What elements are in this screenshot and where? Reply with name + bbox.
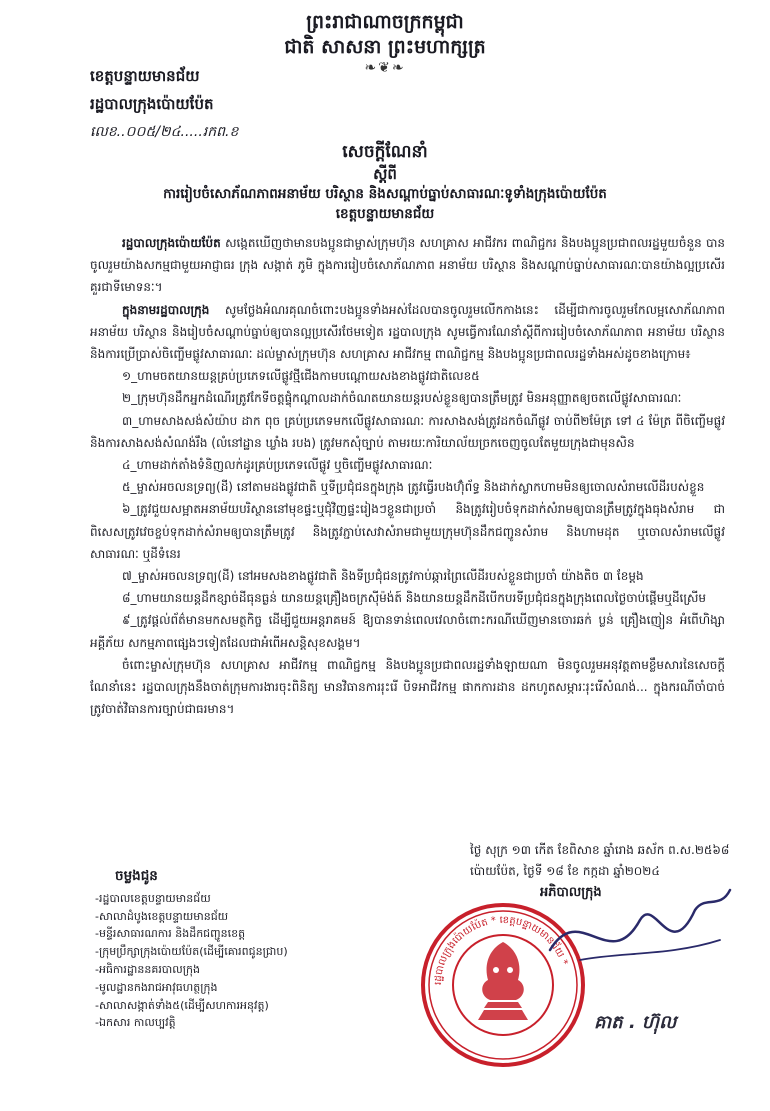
- sender-city-admin: រដ្ឋបាលក្រុងប៉ោយប៉ែត: [90, 95, 214, 113]
- reference-number: លេខ..០០៥/២៤.....រកព.ខ: [90, 124, 239, 140]
- list-item: ៣_ហាមសាងសង់សំយ៉ាប ដាក ពុច គ្រប់ប្រភេទមកលើផ្លូវសាធារណៈ ការសាងសង់ត្រូវដកចំណីផ្លូវ ចាប់ពី២ម៉ែត្រ ទៅ ៤ ម៉ែត្រ ពីចិញ្ចើមផ្លូវ និងការសាងសង់សំណង់រឹង (លំនៅដ្ឋាន ឃ្លាំង របង) ត្រូវមកសុំច្បាប់ តាមរយៈការិយាល័យច្រកចេញចូលតែមួយក្រុងជាមុនសិន: [90, 413, 725, 450]
- paragraph-instruction: [90, 299, 725, 366]
- doc-subject: ការរៀបចំសោភ័ណភាពអនាម័យ បរិស្ថាន និងសណ្តាប់ធ្នាប់សាធារណៈទូទាំងក្រុងប៉ោយប៉ែត: [163, 186, 607, 202]
- seal-text: រដ្ឋបាលក្រុងប៉ោយប៉ែត * ខេត្តបន្ទាយមានជ័យ *: [432, 914, 570, 986]
- paragraph-intro: [90, 232, 725, 299]
- solar-date: ប៉ោយប៉ែត, ថ្ងៃទី ១៨ ខែ កក្កដា ឆ្នាំ២០២៤: [470, 864, 660, 878]
- document-title-block: [0, 140, 770, 224]
- sender-block: [90, 62, 238, 146]
- doc-type: សេចក្តីណែនាំ: [342, 142, 428, 162]
- list-item: ៦_ត្រូវជួយសម្អាតអនាម័យបរិស្ថាននៅមុខផ្ទះឬជុំវិញផ្ទះរៀងៗខ្លួនជាប្រចាំ និងត្រូវរៀបចំទុកដាក់សំរាមឲ្យបានត្រឹមត្រូវក្នុងធុងសំរាម ជាពិសេសត្រូវវេចខ្ចប់ទុកដាក់សំរាមឲ្យបានត្រឹមត្រូវ និងត្រូវភ្ជាប់សេវាសំរាមជាមួយក្រុមហ៊ុនដឹកជញ្ជូនសំរាម និងហាមដុត ឬចោលសំរាមលើផ្លូវសាធារណៈ ឬដីទំនេរ: [90, 502, 725, 561]
- copy-to-block: [95, 868, 288, 1032]
- list-item: ៨_ហាមយានយន្តដឹកខ្សាច់ដីធុនធ្ងន់ យានយន្តគ្រឿងចក្រស៊ីម៉ង់ត៍ និងយានយន្តដឹកដីបើកបរទីប្រជុំជនក្នុងក្រុងពេលថ្ងៃចាប់ផ្តើមឬដីស្រើម: [122, 591, 706, 606]
- paragraph-instruction-lead: ក្នុងនាមរដ្ឋបាលក្រុង: [122, 302, 210, 317]
- copy-to-title: ចម្លងជូន: [115, 868, 158, 884]
- copy-to-item: -អធិការដ្ឋាននគរបាលក្រុង: [95, 962, 200, 976]
- list-item: ៩_ត្រូវផ្តល់ព័ត៌មានមកសមត្ថកិច្ច ដើម្បីជួយអន្តរាគមន៍ ឱ្យបានទាន់ពេលវេលាចំពោះករណីឃើញមានចោរឆក់ ប្លន់ គ្រឿងញៀន អំពើហិង្សា អគ្គីភ័យ សកម្មភាពផ្សេងៗទៀតដែលជាអំពើអសន្តិសុខសង្គម។: [90, 613, 725, 650]
- list-item: ៥_ម្ចាស់អចលនទ្រព្យ(ដី) នៅតាមដងផ្លូវជាតិ ឬទីប្រជុំជនក្នុងក្រុង ត្រូវធ្វើរបងហ៊ុំព័ទ្ធ និងដាក់ស្លាកហាមមិនឲ្យចោលសំរាមលើដីរបស់ខ្លួន: [122, 480, 705, 495]
- list-item: ៤_ហាមដាក់តាំងទំនិញលក់ដូរគ្រប់ប្រភេទលើផ្លូវ ឬចិញ្ចើមផ្លូវសាធារណៈ: [122, 458, 433, 473]
- lunar-date: ថ្ងៃ សុក្រ ១៣ កើត ខែពិសាខ ឆ្នាំរោង ឆស័ក ព.ស.២៥៦៨: [470, 843, 730, 857]
- copy-to-item: -មូលដ្ឋានកងរាជអាវុធហត្ថក្រុង: [95, 980, 218, 994]
- copy-to-item: -មន្ទីរសាធារណការ និងដឹកជញ្ជូនខេត្ត: [95, 927, 246, 941]
- paragraph-instruction-text: សូមថ្លែងអំណរគុណចំពោះបងប្អូនទាំងអស់ដែលបានចូលរួមលើកកាងនេះ ដើម្បីជាការចូលរួមកែលម្អសោភ័ណភាព អនាម័យ បរិស្ថាន និងរៀបចំសណ្តាប់ធ្នាប់ឲ្យបានល្អប្រសើរថែមទៀត រដ្ឋបាលក្រុង សូមធ្វើការណែនាំស្តីពីការរៀបចំសោភ័ណភាព អនាម័យ បរិស្ថាន និងការប្រើប្រាស់ចិញ្ចើមផ្លូវសាធារណៈ ដល់ម្ចាស់ក្រុមហ៊ុន សហគ្រាស អាជីវកម្ម ពាណិជ្ជកម្ម និងបងប្អូនប្រជាពលរដ្ឋទាំងអស់ដូចខាងក្រោម៖: [90, 302, 725, 362]
- national-motto: ជាតិ សាសនា ព្រះមហាក្សត្រ: [284, 36, 486, 58]
- signer-name: គាត . ហ៊ុល: [594, 1012, 677, 1033]
- doc-subject-location: ខេត្តបន្ទាយមានជ័យ: [335, 206, 435, 222]
- paragraph-intro-text: សង្កេតឃើញថាមានបងប្អូនជាម្ចាស់ក្រុមហ៊ុន សហគ្រាស អាជីវករ ពាណិជ្ជករ និងបងប្អូនប្រជាពលរដ្ឋមួយចំនួន បានចូលរួមយ៉ាងសកម្មជាមួយអាជ្ញាធរ ក្រុង សង្កាត់ ភូមិ ក្នុងការរៀបចំសោភ័ណភាព អនាម័យ បរិស្ថាន និងសណ្តាប់ធ្នាប់សាធារណៈបានយ៉ាងល្អប្រសើរគួរជាទីមោទនៈ។: [90, 236, 725, 295]
- signer-title: អភិបាលក្រុង: [540, 885, 602, 900]
- copy-to-item: -សាលាដំបូងខេត្តបន្ទាយមានជ័យ: [95, 909, 229, 923]
- kingdom-title: ព្រះរាជាណាចក្រកម្ពុជា: [306, 11, 464, 33]
- paragraph-closing: ចំពោះម្ចាស់ក្រុមហ៊ុន សហគ្រាស អាជីវកម្ម ពាណិជ្ជកម្ម និងបងប្អូនប្រជាពលរដ្ឋទាំងឡាយណា មិនចូលរួមអនុវត្តតាមខ្លឹមសារនៃសេចក្តីណែនាំនេះ រដ្ឋបាលក្រុងនឹងចាត់ក្រុមការងារចុះពិនិត្យ មានវិធានការរុះរើ បិទអាជីវកម្ម ផាកការដាន ដកហូតសម្ភារៈរុះរើសំណង់... ក្នុងករណីចាំបាច់ត្រូវចាត់វិធានការច្បាប់ជាធរមាន។: [90, 657, 725, 717]
- copy-to-item: -ឯកសារ កាលប្បវត្តិ: [95, 1016, 176, 1030]
- paragraph-intro-lead: រដ្ឋបាលក្រុងប៉ោយប៉ែត: [122, 236, 221, 250]
- doc-about: ស្តីពី: [373, 165, 397, 183]
- ornament-divider: ❧❦❧: [364, 60, 406, 76]
- copy-to-item: -ក្រុមប្រឹក្សាក្រុងប៉ោយប៉ែត(ដើម្បីគោរពជូនជ្រាប): [95, 945, 288, 959]
- copy-to-item: -សាលាសង្កាត់ទាំង៥(ដើម្បីសហការអនុវត្ត): [95, 998, 269, 1012]
- copy-to-item: -រដ្ឋបាលខេត្តបន្ទាយមានជ័យ: [95, 891, 211, 905]
- document-body: [90, 232, 725, 720]
- list-item: ៧_ម្ចាស់អចលនទ្រព្យ(ដី) នៅអមសងខាងផ្លូវជាតិ និងទីប្រជុំជនត្រូវកាប់ឆ្ការព្រៃលើដីរបស់ខ្លួនជាប្រចាំ យ៉ាងតិច ៣ ខែម្តង: [122, 569, 644, 584]
- list-item: ២_ក្រុមហ៊ុនដឹកអ្នកដំណើរត្រូវកែទីចត្តផ្ទុំកណ្តាលដាក់ចំណតយានយន្តរបស់ខ្លួនឲ្យបានត្រឹមត្រូវ មិនអនុញ្ញាតឲ្យចតលើផ្លូវសាធារណៈ: [122, 391, 682, 406]
- sender-province: ខេត្តបន្ទាយមានជ័យ: [90, 67, 200, 85]
- signature-icon: [520, 880, 740, 1000]
- list-item: ១_ហាមចតយានយន្តគ្រប់ប្រភេទលើផ្លូវថ្មីជើងកាមបណ្តោយសងខាងផ្លូវជាតិលេខ៥: [122, 369, 480, 384]
